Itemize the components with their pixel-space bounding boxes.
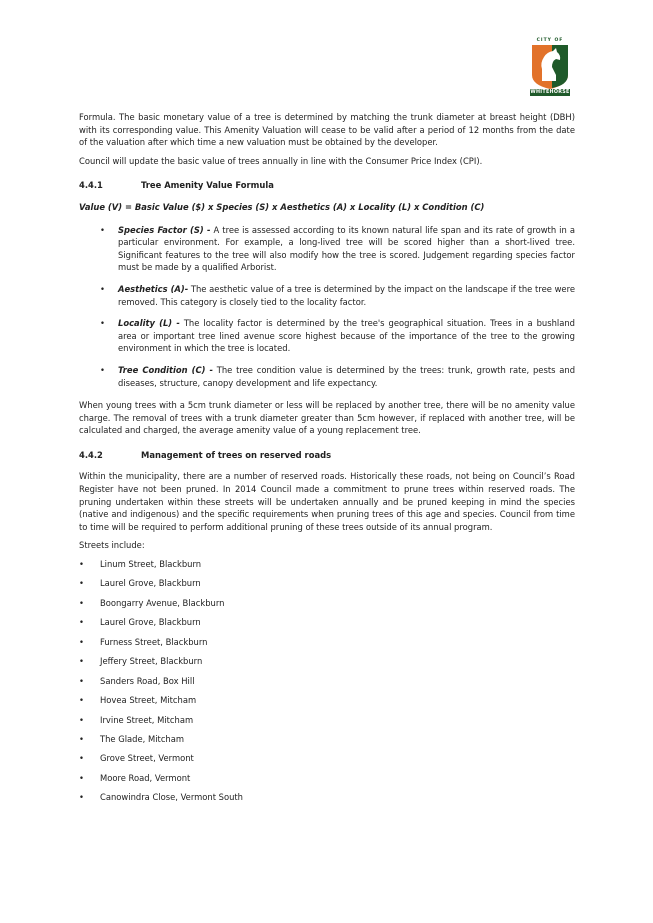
list-item <box>79 597 575 610</box>
factor-text: A tree is assessed according to its known natural life span and its rate of growth in a particular environment. For example, a long-lived tree will be scored higher than a short-lived tree. Significant features to the tree will also modify how the tree is scored. Judgement regarding species factor must be made by a qualified Arborist. <box>118 224 575 273</box>
reserved-roads-paragraph: Within the municipality, there are a number of reserved roads. Historically these roads, not being on Council’s Road Register have not been pruned. In 2014 Council made a commitment to prune trees within reserved roads. The pruning undertaken within these streets will be undertaken annually and be pruned keeping in mind the species (native and indigenous) and the specific requirements when pruning trees of this age and species. Council from time to time will be required to perform additional pruning of these trees outside of its annual program. <box>79 471 575 532</box>
street-name: Grove Street, Vermont <box>100 753 194 764</box>
list-item <box>79 772 575 785</box>
factor-term: Aesthetics (A)- <box>118 283 189 294</box>
value-formula: Value (V) = Basic Value ($) x Species (S) x Aesthetics (A) x Locality (L) x Condition (C) <box>79 201 485 212</box>
street-name: Irvine Street, Mitcham <box>100 714 194 725</box>
list-item <box>79 616 575 629</box>
whitehorse-logo <box>528 38 572 100</box>
bullet-icon: • <box>100 364 105 375</box>
list-item <box>79 714 575 727</box>
list-item <box>79 752 575 765</box>
document-body <box>79 111 575 811</box>
section-title: Management of trees on reserved roads <box>141 449 332 460</box>
factor-item-species <box>79 224 575 274</box>
bullet-icon: • <box>79 714 84 725</box>
young-trees-paragraph: When young trees with a 5cm trunk diameter or less will be replaced by another tree, there will be no amenity value charge. The removal of trees with a trunk diameter greater than 5cm however, if replaced with another tree, will be calculated and charged, the average amenity value of a young replacement tree. <box>79 400 575 436</box>
street-name: Linum Street, Blackburn <box>100 559 202 570</box>
bullet-icon: • <box>79 675 84 686</box>
list-item <box>79 694 575 707</box>
list-item <box>79 791 575 804</box>
logo-bottom-text: WHITEHORSE <box>530 90 570 95</box>
section-heading-4-4-2 <box>79 449 575 462</box>
intro-paragraph: Formula. The basic monetary value of a tree is determined by matching the trunk diameter at breast height (DBH) with its corresponding value. This Amenity Valuation will cease to be valid after a period of 12 months from the date of the valuation after which time a new valuation must be obtained by the developer. <box>79 112 575 148</box>
bullet-icon: • <box>79 656 84 667</box>
factor-text: The tree condition value is determined by the trees: trunk, growth rate, pests and diseases, structure, canopy development and life expectancy. <box>118 364 576 388</box>
bullet-icon: • <box>79 636 84 647</box>
street-name: Laurel Grove, Blackburn <box>100 617 201 628</box>
street-name: Boongarry Avenue, Blackburn <box>100 597 225 608</box>
bullet-icon: • <box>100 283 105 294</box>
factor-item-locality <box>79 317 575 355</box>
factor-item-condition <box>79 364 575 389</box>
factor-term: Locality (L) - <box>118 318 180 329</box>
streets-intro: Streets include: <box>79 540 145 551</box>
horse-shield-icon <box>530 45 570 89</box>
bullet-icon: • <box>79 772 84 783</box>
bullet-icon: • <box>79 733 84 744</box>
bullet-icon: • <box>79 559 84 570</box>
factor-item-aesthetics <box>79 283 575 308</box>
cpi-paragraph: Council will update the basic value of trees annually in line with the Consumer Price Index (CPI). <box>79 155 483 166</box>
street-list <box>79 558 575 804</box>
factor-term: Species Factor (S) - <box>118 224 211 235</box>
street-name: Laurel Grove, Blackburn <box>100 578 201 589</box>
list-item <box>79 558 575 571</box>
list-item <box>79 675 575 688</box>
bullet-icon: • <box>79 617 84 628</box>
bullet-icon: • <box>79 597 84 608</box>
list-item <box>79 733 575 746</box>
bullet-icon: • <box>100 318 105 329</box>
street-name: Hovea Street, Mitcham <box>100 695 197 706</box>
section-title: Tree Amenity Value Formula <box>141 180 274 191</box>
bullet-icon: • <box>79 753 84 764</box>
street-name: Moore Road, Vermont <box>100 772 191 783</box>
factor-list <box>79 224 575 390</box>
bullet-icon: • <box>79 695 84 706</box>
factor-text: The aesthetic value of a tree is determined by the impact on the landscape if the tree were removed. This category is closely tied to the locality factor. <box>118 283 575 307</box>
list-item <box>79 577 575 590</box>
list-item <box>79 636 575 649</box>
street-name: Canowindra Close, Vermont South <box>100 792 243 803</box>
section-number: 4.4.1 <box>79 180 103 191</box>
street-name: Jeffery Street, Blackburn <box>100 656 203 667</box>
section-heading-4-4-1 <box>79 179 575 192</box>
street-name: Furness Street, Blackburn <box>100 636 208 647</box>
factor-text: The locality factor is determined by the tree's geographical situation. Trees in a bushland area or important tree lined avenue score highest because of the importance of the tree to the growing environment in which the tree is located. <box>118 318 575 354</box>
bullet-icon: • <box>79 792 84 803</box>
street-name: Sanders Road, Box Hill <box>100 675 195 686</box>
logo-top-text: CITY OF <box>536 38 564 43</box>
list-item <box>79 655 575 668</box>
section-number: 4.4.2 <box>79 449 103 460</box>
bullet-icon: • <box>100 224 105 235</box>
street-name: The Glade, Mitcham <box>100 733 185 744</box>
factor-term: Tree Condition (C) - <box>118 364 213 375</box>
bullet-icon: • <box>79 578 84 589</box>
